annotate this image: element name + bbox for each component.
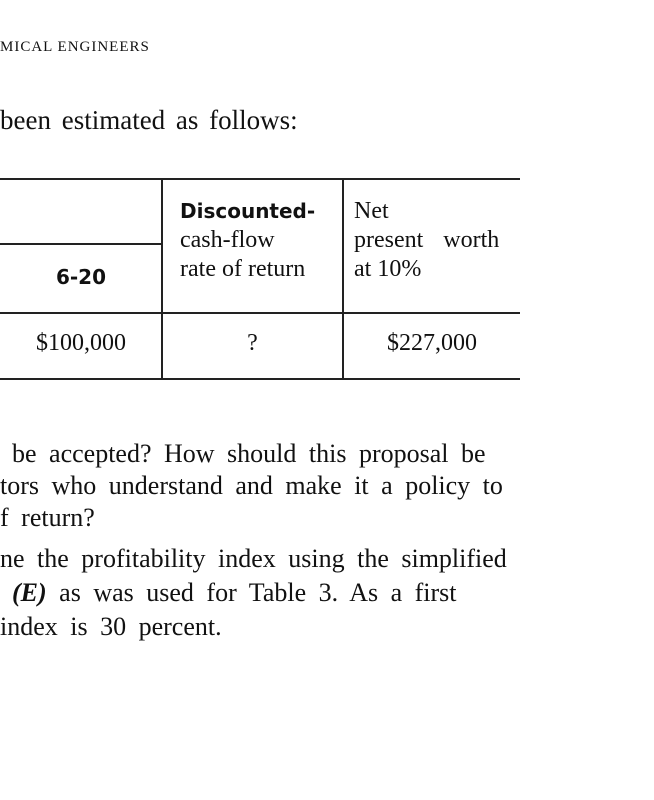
dcf-header-line-2: cash-flow: [180, 227, 275, 253]
paragraph-2-line-2: [12, 577, 457, 609]
paragraph-2-line-1: ne the profitability index using the simplified: [0, 544, 507, 573]
intro-text: been estimated as follows:: [0, 105, 298, 135]
running-header: MICAL ENGINEERS: [0, 39, 150, 55]
npw-value-cell: $227,000: [387, 330, 477, 356]
dcf-header-line-1: Discounted-: [180, 199, 316, 223]
paragraph-1-line-1: be accepted? How should this proposal be: [12, 439, 486, 468]
npw-header-line-3: at 10%: [354, 256, 422, 282]
years-value-cell: $100,000: [36, 330, 126, 356]
dcf-column-header: [180, 196, 315, 284]
npw-header-line-1: Net: [354, 198, 389, 224]
paragraph-1-line-3: f return?: [0, 503, 95, 532]
years-column-header: 6-20: [55, 265, 107, 289]
dcf-value-cell: ?: [247, 330, 258, 356]
npw-header-line-2: present worth: [354, 227, 500, 253]
dcf-header-line-3: rate of return: [180, 256, 306, 282]
variable-e: (E): [12, 578, 47, 607]
table-top-rule: [0, 178, 520, 180]
paragraph-1-line-2: tors who understand and make it a policy to: [0, 471, 503, 500]
table-header-rule: [0, 312, 520, 314]
paragraph-2-line-3: index is 30 percent.: [0, 612, 222, 641]
table-subheader-rule: [0, 243, 162, 245]
table-bottom-rule: [0, 378, 520, 380]
npw-column-header: [354, 196, 499, 284]
paragraph-2-line-2-text: as was used for Table 3. As a first: [46, 578, 457, 607]
